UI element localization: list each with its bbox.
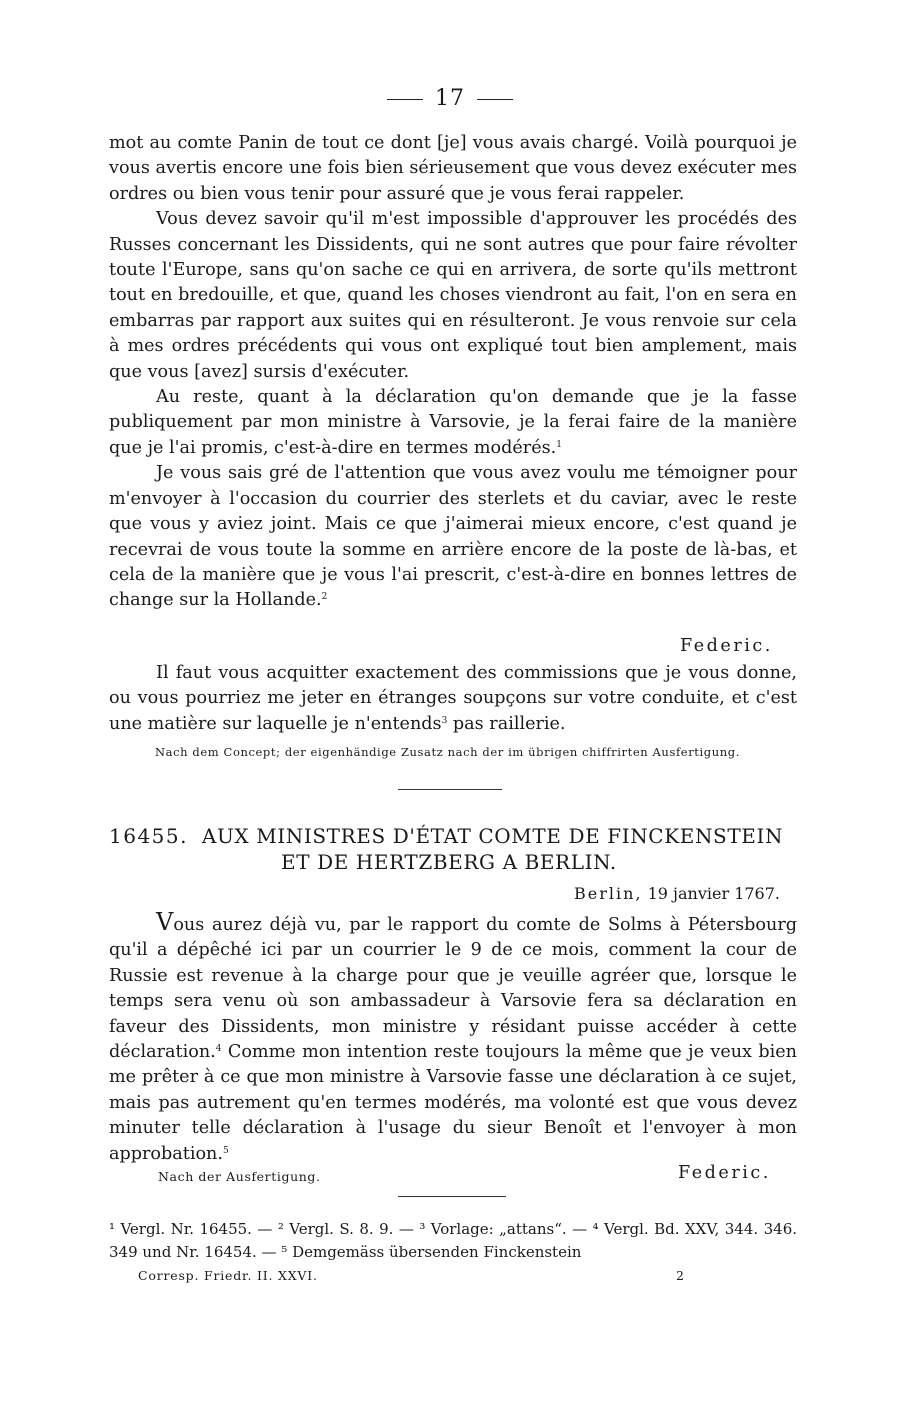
paragraph-3 <box>109 385 797 461</box>
heading-line-1 <box>109 823 799 849</box>
source-note-1: Nach dem Concept; der eigenhändige Zusatz nach der im übrigen chiffrirten Ausfertigung. <box>155 745 740 759</box>
page-number: 17 <box>435 86 465 111</box>
signature-1: Federic. <box>680 636 773 656</box>
date: 19 janvier 1767. <box>647 884 780 903</box>
paragraph-1: mot au comte Panin de tout ce dont [je] vous avais chargé. Voilà pourquoi je vous avertis encore une fois bien sérieusement que vous devez exécuter mes ordres ou bien vous tenir pour assuré que je vous ferai rappeler. <box>109 133 797 204</box>
paragraph-2: Vous devez savoir qu'il m'est impossible d'approuver les procédés des Russes concernant les Dissidents, qui ne sont autres que pour faire révolter toute l'Europe, sans qu'on sache ce qui en arrivera, de sorte qu'ils mettront tout en bredouille, et que, quand les choses viendront au fait, l'on en sera en embarras par rapport aux suites qui en résulteront. Je vous renvoie sur cela à mes ordres précédents qui vous ont expliqué tout bien amplement, mais que vous [avez] sursis d'exécuter. <box>109 209 797 382</box>
dateline <box>460 884 780 903</box>
footnote-ref-1: 1 <box>556 439 562 450</box>
footnote-ref-4: 4 <box>215 1044 222 1055</box>
footnote-rule <box>398 1196 506 1197</box>
initial-letter: V <box>156 908 174 936</box>
series-line: Corresp. Friedr. II. XXVI. <box>138 1268 318 1283</box>
letter-paragraph <box>109 910 797 1167</box>
letter-heading <box>109 823 799 875</box>
dash-left <box>387 99 423 100</box>
heading-line-2: ET DE HERTZBERG A BERLIN. <box>281 850 617 874</box>
paragraph-4-text: Je vous sais gré de l'attention que vous avez voulu me témoigner pour m'envoyer à l'occasion du courrier des sterlets et du caviar, avec le reste que vous y aviez joint. Mais ce que j'aimerai mieux encore, c'est quand je recevrai de vous toute la somme en arrière encore de la poste de là-bas, et cela de la manière que je vous l'ai prescrit, c'est-à-dire en bonnes lettres de change sur la Hollande. <box>109 463 797 611</box>
separator-rule <box>398 789 502 790</box>
footnote-ref-5: 5 <box>222 1145 229 1156</box>
postscript-text-b: pas raillerie. <box>452 713 566 734</box>
dash-right <box>477 99 513 100</box>
postscript <box>109 661 797 737</box>
signature-mark: 2 <box>676 1268 685 1283</box>
heading-text-1: AUX MINISTRES D'ÉTAT COMTE DE FINCKENSTEIN <box>201 824 784 848</box>
footnotes: ¹ Vergl. Nr. 16455. — ² Vergl. S. 8. 9. — ³ Vorlage: „attans“. — ⁴ Vergl. Bd. XXV, 344. 346. 349 und Nr. 16454. — ⁵ Demgemäss übersenden Finckenstein <box>109 1220 797 1261</box>
paragraph-3-text: Au reste, quant à la déclaration qu'on demande que je la fasse publiquement par mon ministre à Varsovie, je la ferai faire de la manière que je l'ai promis, c'est-à-dire en termes modérés. <box>109 387 797 458</box>
postscript-paragraph <box>109 661 797 737</box>
postscript-text-a: Il faut vous acquitter exactement des commissions que je vous donne, ou vous pourriez me jeter en étranges soupçons sur votre conduite, et c'est une matière sur laquelle je n'entends <box>109 663 797 734</box>
page-number-line <box>0 86 900 111</box>
source-note-2: Nach der Ausfertigung. <box>158 1169 321 1184</box>
footnote-ref-3: 3 <box>441 715 448 726</box>
date-place: Berlin, <box>573 884 643 903</box>
footnote-ref-2: 2 <box>321 592 328 603</box>
letter-number: 16455. <box>109 824 188 848</box>
letter-text-a: ous aurez déjà vu, par le rapport du comte de Solms à Pétersbourg qu'il a dépêché ici par un courrier le 9 de ce mois, comment la cour de Russie est revenue à la charge pour que je veuille agréer que, lorsque le temps sera venu où son ambassadeur à Varsovie fera sa déclaration en faveur des Dissidents, mon ministre y résidant puisse accéder à cette déclaration. <box>109 915 797 1063</box>
paragraph-4 <box>109 461 797 613</box>
previous-letter-body <box>109 131 797 614</box>
letter-body <box>109 910 797 1167</box>
signature-2: Federic. <box>678 1163 771 1183</box>
letter-text-b: Comme mon intention reste toujours la même que je veux bien me prêter à ce que mon ministre à Varsovie fasse une déclaration à ce sujet, mais pas autrement qu'en termes modérés, ma volonté est que vous devez minuter telle déclaration à l'usage du sieur Benoît et l'envoyer à mon approbation. <box>109 1042 797 1164</box>
